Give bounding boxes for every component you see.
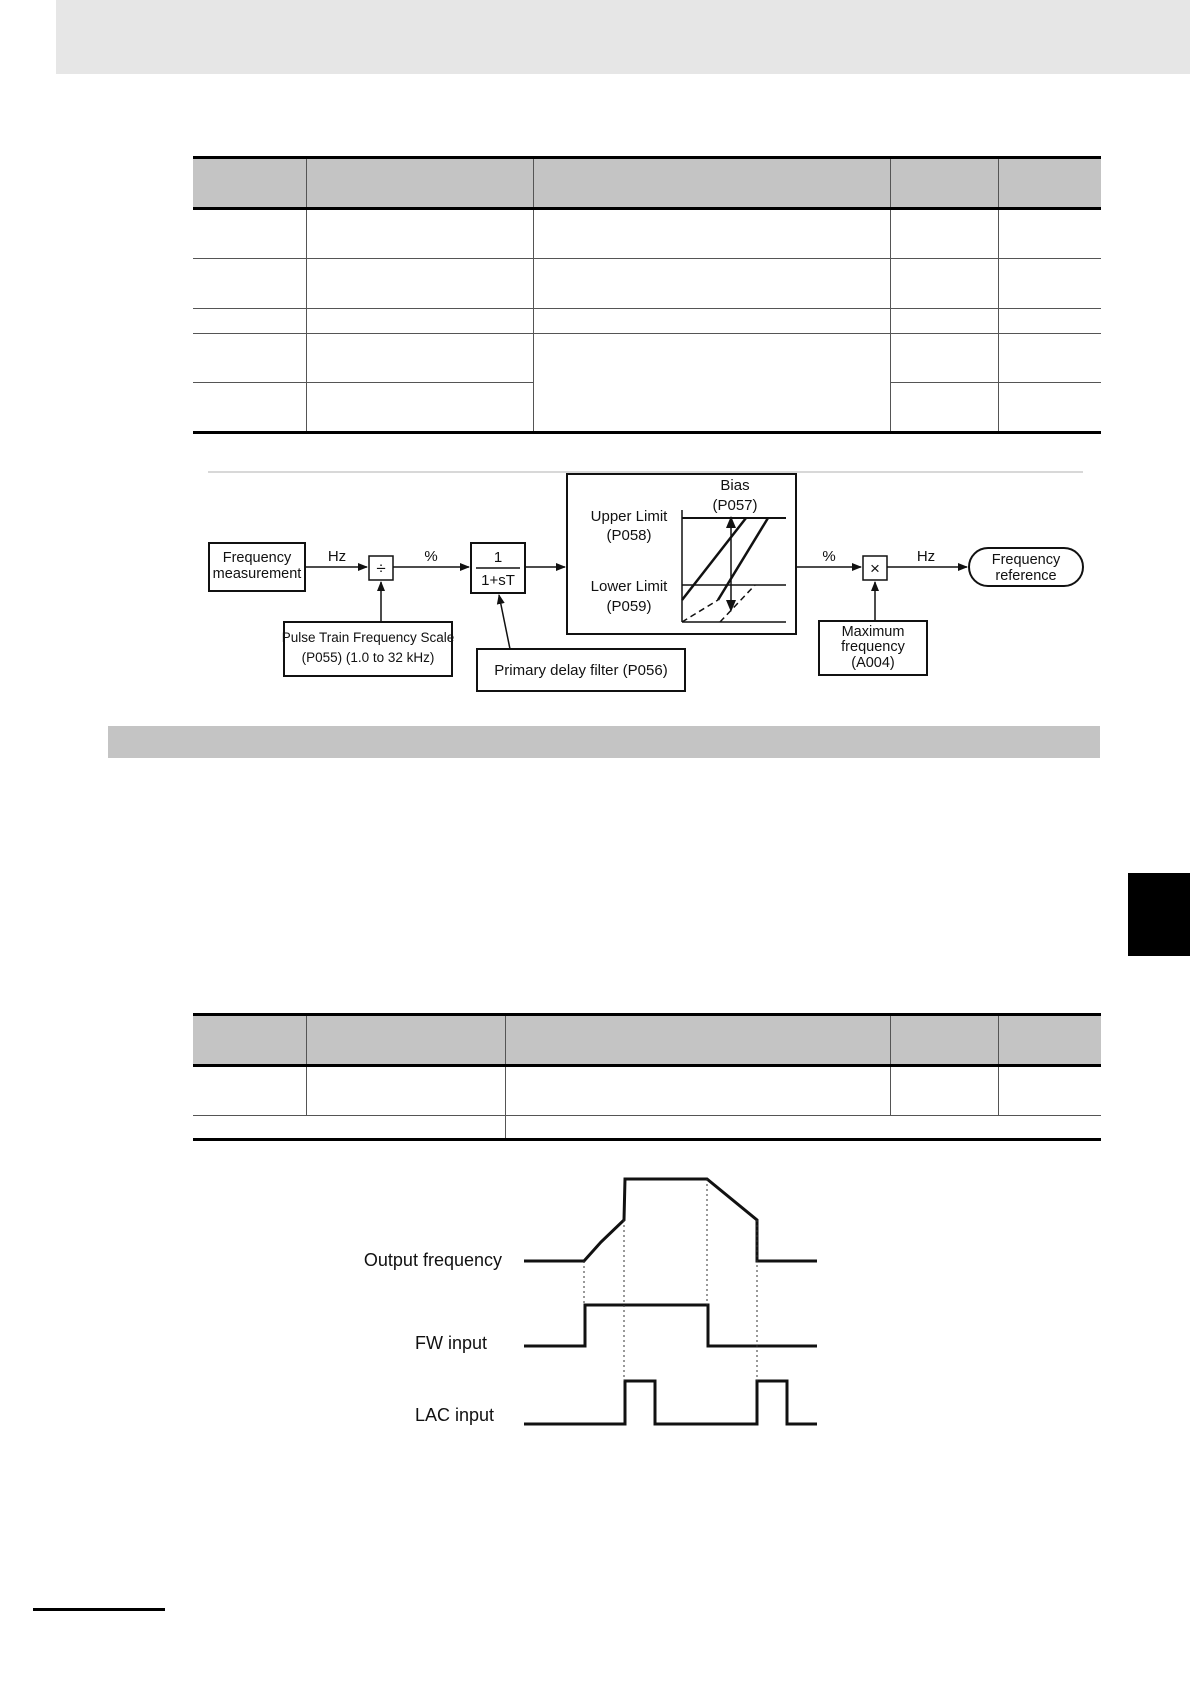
divide-symbol: ÷ [376, 559, 386, 578]
table-cell [890, 209, 998, 259]
filter-denominator: 1+sT [481, 572, 515, 589]
table-cell [505, 1066, 890, 1116]
table-cell [505, 1116, 1101, 1140]
footer-rule [33, 1608, 165, 1611]
maximum-frequency-label-3: (A004) [851, 655, 895, 671]
table-row [193, 309, 1101, 334]
parameter-table-1 [193, 156, 1101, 434]
table-cell [306, 309, 533, 334]
table-header-cell [306, 1015, 505, 1066]
frequency-reference-label-2: reference [995, 568, 1057, 584]
table-header-cell [890, 1015, 998, 1066]
lac-input-waveform [524, 1381, 817, 1424]
table-cell [306, 259, 533, 309]
pulse-train-scale-label-2: (P055) (1.0 to 32 kHz) [301, 650, 435, 665]
table-row [193, 1066, 1101, 1116]
output-frequency-label: Output frequency [363, 1250, 502, 1270]
chapter-side-tab [1128, 873, 1190, 956]
table-header-cell [193, 1015, 306, 1066]
bias-label-2: (P057) [712, 497, 758, 514]
parameter-table-2 [193, 1013, 1101, 1141]
table-cell [890, 309, 998, 334]
page-header-band [56, 0, 1190, 74]
table-cell [890, 1066, 998, 1116]
table-row [193, 209, 1101, 259]
table-cell [306, 1066, 505, 1116]
primary-delay-filter-label: Primary delay filter (P056) [494, 662, 668, 679]
maximum-frequency-label-1: Maximum [841, 624, 905, 640]
table-header-row [193, 158, 1101, 209]
table-cell [306, 383, 533, 433]
table-cell [998, 209, 1101, 259]
pulse-train-scale-label-1: Pulse Train Frequency Scale [281, 630, 455, 645]
filter-numerator: 1 [493, 549, 503, 566]
output-frequency-waveform [524, 1179, 817, 1261]
table-cell [998, 309, 1101, 334]
hz-out-label: Hz [916, 548, 936, 565]
multiply-symbol: × [870, 559, 880, 578]
bias-label-1: Bias [720, 477, 750, 494]
table-cell [193, 334, 306, 383]
fw-input-label: FW input [414, 1333, 487, 1353]
lac-input-label: LAC input [414, 1405, 494, 1425]
arrow-filter-parameter [499, 595, 510, 649]
hz-in-label: Hz [327, 548, 347, 565]
upper-limit-label-2: (P058) [606, 527, 652, 544]
table-header-cell [505, 1015, 890, 1066]
table-header-cell [890, 158, 998, 209]
pct-2-label: % [822, 548, 836, 565]
table-row [193, 334, 1101, 383]
table-cell [998, 334, 1101, 383]
frequency-measurement-label-2: measurement [212, 566, 302, 582]
section-heading-bar [108, 726, 1100, 758]
table-cell [998, 383, 1101, 433]
maximum-frequency-label-2: frequency [841, 639, 905, 655]
frequency-reference-label-1: Frequency [991, 552, 1061, 568]
table-row [193, 1116, 1101, 1140]
table-cell [193, 383, 306, 433]
pct-1-label: % [424, 548, 438, 565]
table-cell [533, 209, 890, 259]
table-header-row [193, 1015, 1101, 1066]
table-header-cell [306, 158, 533, 209]
table-cell [306, 209, 533, 259]
table-cell [533, 334, 890, 433]
table-cell [193, 1116, 505, 1140]
table-cell [998, 1066, 1101, 1116]
table-cell [193, 309, 306, 334]
block-diagram [200, 465, 1100, 700]
table-header-cell [998, 1015, 1101, 1066]
lower-limit-label-2: (P059) [606, 598, 652, 615]
table-cell [306, 334, 533, 383]
table-cell [193, 259, 306, 309]
table-cell [890, 259, 998, 309]
fw-input-waveform [524, 1305, 817, 1346]
table-cell [193, 209, 306, 259]
frequency-measurement-label-1: Frequency [222, 550, 292, 566]
table-cell [998, 259, 1101, 309]
table-cell [890, 383, 998, 433]
table-cell [533, 259, 890, 309]
table-cell [890, 334, 998, 383]
table-header-cell [533, 158, 890, 209]
table-header-cell [193, 158, 306, 209]
upper-limit-label-1: Upper Limit [590, 508, 668, 525]
table-header-cell [998, 158, 1101, 209]
timing-chart [340, 1160, 840, 1440]
lower-limit-label-1: Lower Limit [590, 578, 668, 595]
table-cell [193, 1066, 306, 1116]
table-row [193, 259, 1101, 309]
table-cell [533, 309, 890, 334]
